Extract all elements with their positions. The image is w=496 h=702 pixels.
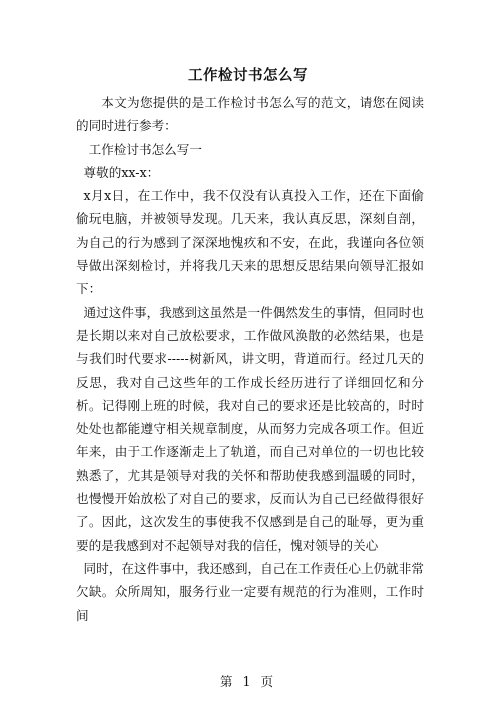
body-paragraph: 通过这件事，我感到这虽然是一件偶然发生的事情，但同时也是长期以来对自己放松要求，工作做风涣散的必然结果，也是与我们时代要求-----树新风，讲文明，背道而行。经过几天的反思，我对自己这些年的工作成长经历进行了详细回忆和分析。记得刚上班的时候，我对自己的要求还是比较高的，时时处处也都能遵守相关规章制度，从而努力完成各项工作。但近年来，由于工作逐渐走上了轨道，而自己对单位的一切也比较熟悉了，尤其是领导对我的关怀和帮助使我感到温暖的同时，也慢慢开始放松了对自己的要求，反而认为自己已经做得很好了。因此，这次发生的事使我不仅感到是自己的耻辱，更为重要的是我感到对不起领导对我的信任，愧对领导的关心: [76, 304, 424, 553]
salutation: 尊敬的xx-x：: [83, 164, 160, 180]
section-heading: 工作检讨书怎么写一: [88, 141, 202, 157]
page-number: 第 1 页: [219, 674, 277, 689]
document-title: 工作检讨书怎么写: [188, 68, 308, 84]
document-body: [76, 91, 424, 627]
body-paragraph: 同时，在这件事中，我还感到，自己在工作责任心上仍就非常欠缺。众所周知，服务行业一定要有规范的行为准则，工作时间: [76, 560, 424, 623]
intro-paragraph: 本文为您提供的是工作检讨书怎么写的范文，请您在阅读的同时进行参考：: [76, 95, 424, 134]
body-paragraph: x月x日，在工作中，我不仅没有认真投入工作，还在下面偷偷玩电脑，并被领导发现。几天来，我认真反思，深刻自剖，为自己的行为感到了深深地愧疚和不安，在此，我谨向各位领导做出深刻检讨，并将我几天来的思想反思结果向领导汇报如下：: [76, 188, 424, 297]
